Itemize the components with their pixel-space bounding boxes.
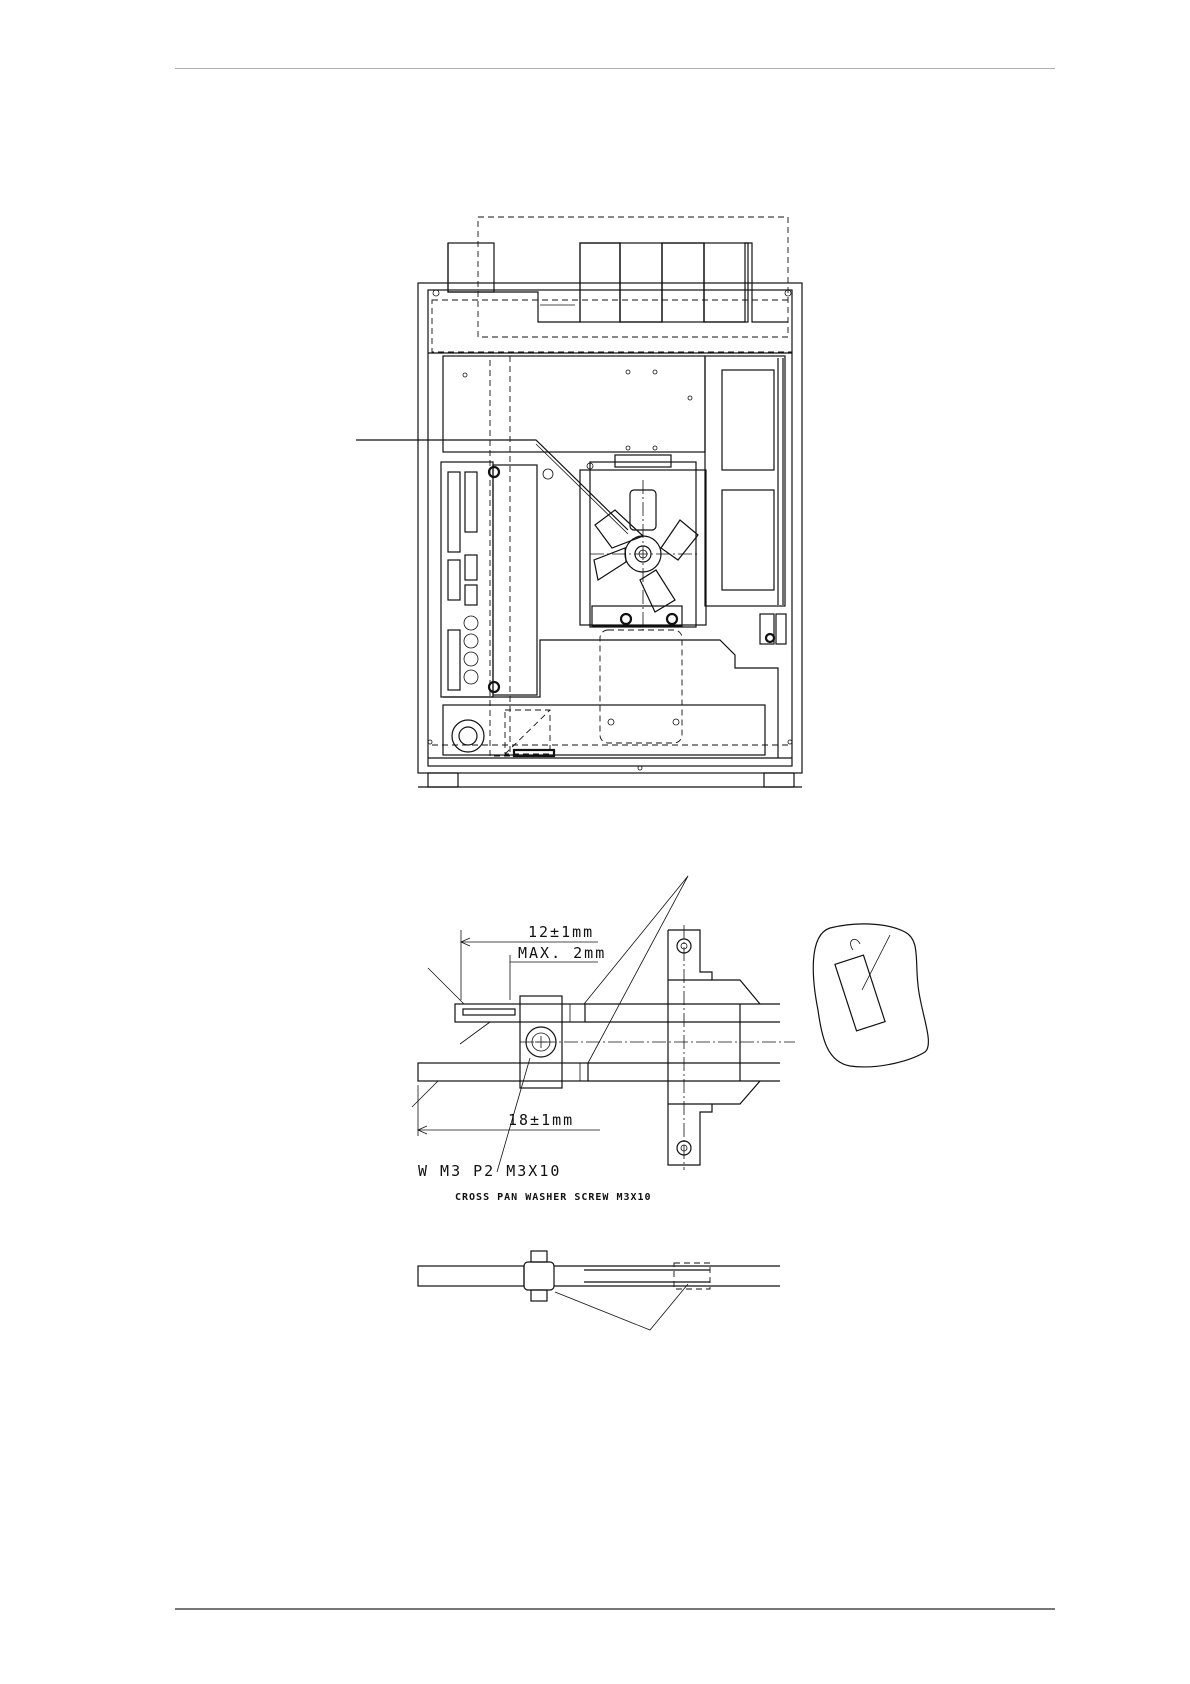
foot-left [428,773,458,787]
screw-code-label: W M3 P2 M3X10 [418,1162,562,1180]
fan-icon [580,455,706,630]
cable-gland [452,720,484,752]
fan-leader-line [356,440,628,530]
tape-sketch-icon [813,924,928,1067]
top-hood-outline [478,217,788,337]
dim-max-2mm-label: MAX. 2mm [518,944,607,962]
dim-12mm-label: 12±1mm [528,923,595,941]
transformer-upper [722,370,774,470]
housing-inner [428,290,792,766]
mounting-detail-drawing [412,876,928,1330]
transformer-lower [722,490,774,590]
right-panel [705,356,785,606]
dim-18mm-label: 18±1mm [508,1111,575,1129]
screw-name-label: CROSS PAN WASHER SCREW M3X10 [455,1192,652,1203]
board-bracket [493,465,537,695]
screw-marks [428,290,792,770]
foot-right [764,773,794,787]
upper-plate [443,356,705,452]
main-assembly-drawing [356,217,802,787]
side-view [418,1251,780,1330]
